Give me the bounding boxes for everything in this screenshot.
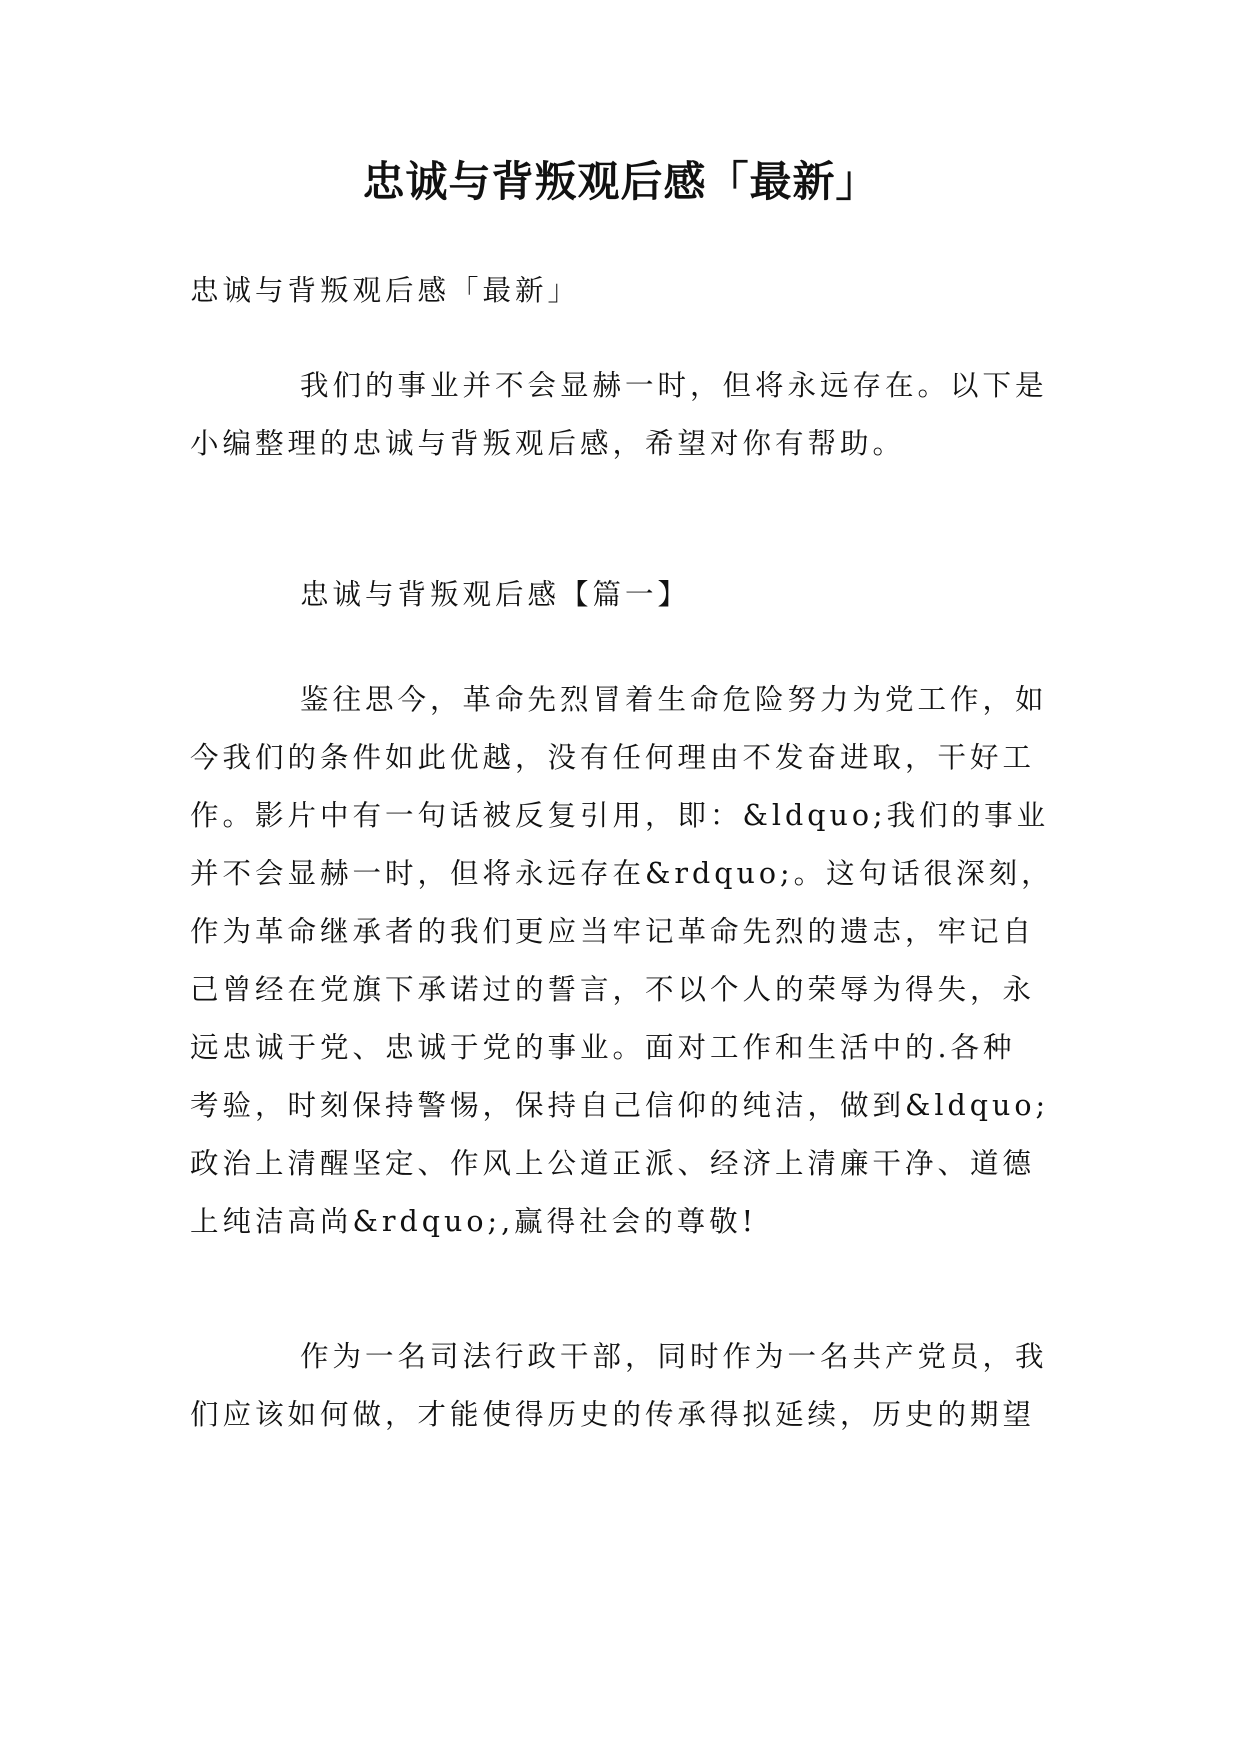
paragraph-line: 并不会显赫一时，但将永远存在&rdquo;。这句话很深刻， — [190, 857, 1054, 890]
paragraph-1 — [190, 671, 1060, 1251]
paragraph-2 — [190, 1328, 1060, 1444]
intro-paragraph — [190, 357, 1060, 473]
paragraph-line: 上纯洁高尚&rdquo;,赢得社会的尊敬! — [190, 1205, 758, 1238]
paragraph-line: 作。影片中有一句话被反复引用，即：&ldquo;我们的事业 — [190, 799, 1050, 832]
paragraph-line: 们应该如何做，才能使得历史的传承得拟延续，历史的期望 — [190, 1398, 1036, 1431]
paragraph-line: 鉴往思今，革命先烈冒着生命危险努力为党工作，如 — [300, 683, 1048, 716]
intro-line: 小编整理的忠诚与背叛观后感，希望对你有帮助。 — [190, 427, 906, 460]
paragraph-line: 考验，时刻保持警惕，保持自己信仰的纯洁，做到&ldquo; — [190, 1089, 1050, 1122]
paragraph-line: 远忠诚于党、忠诚于党的事业。面对工作和生活中的.各种 — [190, 1031, 1016, 1064]
paragraph-line: 政治上清醒坚定、作风上公道正派、经济上清廉干净、道德 — [190, 1147, 1036, 1180]
paragraph-line: 作为革命继承者的我们更应当牢记革命先烈的遗志，牢记自 — [190, 915, 1036, 948]
document-subtitle — [190, 262, 1060, 320]
paragraph-line: 作为一名司法行政干部，同时作为一名共产党员，我 — [300, 1340, 1048, 1373]
paragraph-line: 今我们的条件如此优越，没有任何理由不发奋进取，干好工 — [190, 741, 1036, 774]
section-heading — [190, 566, 1060, 624]
paragraph-line: 己曾经在党旗下承诺过的誓言，不以个人的荣辱为得失，永 — [190, 973, 1036, 1006]
subtitle-line: 忠诚与背叛观后感「最新」 — [190, 274, 581, 307]
intro-line: 我们的事业并不会显赫一时，但将永远存在。以下是 — [300, 369, 1048, 402]
document-title: 忠诚与背叛观后感「最新」 — [362, 157, 879, 206]
section-heading-line: 忠诚与背叛观后感【篇一】 — [300, 578, 691, 611]
